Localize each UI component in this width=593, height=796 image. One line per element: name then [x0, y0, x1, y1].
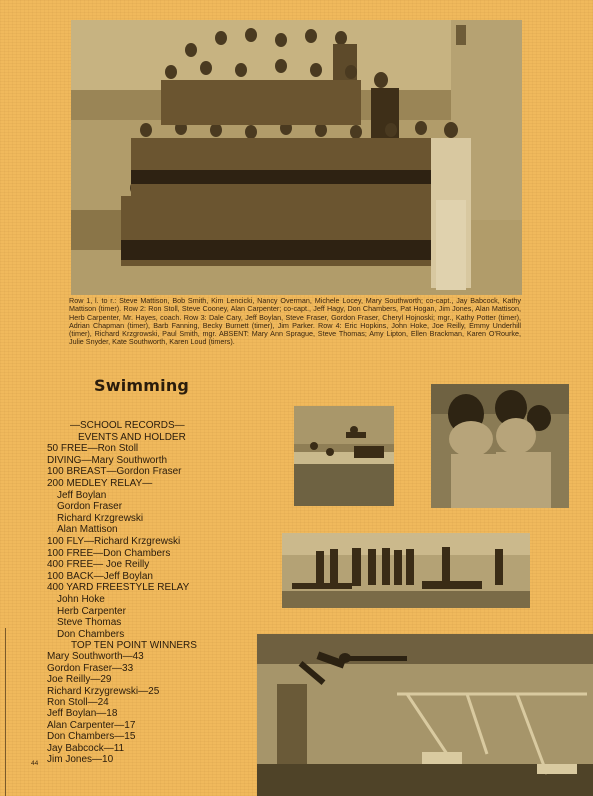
records-lines	[47, 443, 189, 640]
winner-line: Alan Carpenter—17	[47, 719, 136, 731]
page-title: Swimming	[94, 376, 190, 395]
photo-diver	[257, 634, 593, 796]
team-photo-caption: Row 1, l. to r.: Steve Mattison, Bob Smith, Kim Lencicki, Nancy Overman, Michele Locey, Mary Southworth; co-capt., Jay Babcock, Kathy Mattison (timer). Row 2: Ron Stoll, Steve Cooney, Alan Carpenter; co-capt., Jeff Hagy, Don Chambers, Pat Hogan, Jim Jones, Alan Mattison, Herb Carpenter, Mr. Hayes, coach. Row 3: Dale Cary, Jeff Boylan, Steve Fraser, Gordon Fraser, Cheryl Hojnoski; mgr., Kathy Potter (timer), Adrian Chapman (timer), Barb Fanning, Becky Burnett (timer), Jim Parker. Row 4: Eric Hopkins, John Hoke, Joe Reilly, Emmy Underhill (timer), Richard Krzgrowski, Paul Smith, mgr. ABSENT: Mary Ann Sprague, Steve Thomas; Amy Lipton, Ellen Brackman, Karen O'Rourke, Julie Snyder, Kate Southworth, Karen Loud (timers).	[69, 296, 521, 347]
winner-line: Don Chambers—15	[47, 731, 136, 743]
record-line: DIVING—Mary Southworth	[47, 454, 168, 466]
record-line: John Hoke	[57, 593, 105, 605]
record-line: 100 FLY—Richard Krzgrewski	[47, 535, 181, 547]
record-line: 400 YARD FREESTYLE RELAY	[47, 582, 190, 594]
record-line: Jeff Boylan	[57, 489, 107, 501]
winner-line: Jim Jones—10	[47, 754, 114, 766]
record-line: Steve Thomas	[57, 617, 122, 629]
record-line: Alan Mattison	[57, 524, 118, 536]
winner-line: Richard Krzygrewski—25	[47, 685, 160, 697]
record-line: 50 FREE—Ron Stoll	[47, 443, 139, 455]
record-line: Don Chambers	[57, 628, 125, 640]
record-line: Herb Carpenter	[57, 605, 126, 617]
page-number: 44	[31, 760, 39, 767]
record-line: Gordon Fraser	[57, 501, 123, 513]
photo-team-at-pool-edge	[282, 533, 530, 608]
record-line: 100 FREE—Don Chambers	[47, 547, 171, 559]
photo-two-swimmers	[431, 384, 569, 508]
records-heading: —SCHOOL RECORDS—	[70, 420, 185, 431]
records-subheading: EVENTS AND HOLDER	[78, 431, 186, 443]
winner-line: Mary Southworth—43	[47, 651, 144, 663]
record-line: Richard Krzgrewski	[57, 512, 144, 524]
winner-line: Gordon Fraser—33	[47, 662, 134, 674]
record-line: 100 BREAST—Gordon Fraser	[47, 466, 182, 478]
winners-lines	[47, 651, 197, 765]
record-line: 100 BACK—Jeff Boylan	[47, 570, 153, 582]
winner-line: Joe Reilly—29	[47, 674, 112, 686]
winners-heading: TOP TEN POINT WINNERS	[71, 640, 197, 651]
school-records-list	[47, 420, 189, 640]
winner-line: Jay Babcock—11	[47, 742, 125, 754]
page-edge-line	[5, 628, 6, 796]
record-line: 200 MEDLEY RELAY—	[47, 477, 153, 489]
photo-swimmers-at-dock	[294, 406, 394, 506]
record-line: 400 FREE— Joe Reilly	[47, 559, 150, 571]
team-photo	[71, 20, 522, 295]
top-ten-winners-list	[47, 640, 197, 765]
winner-line: Ron Stoll—24	[47, 697, 109, 709]
winner-line: Jeff Boylan—18	[47, 708, 118, 720]
